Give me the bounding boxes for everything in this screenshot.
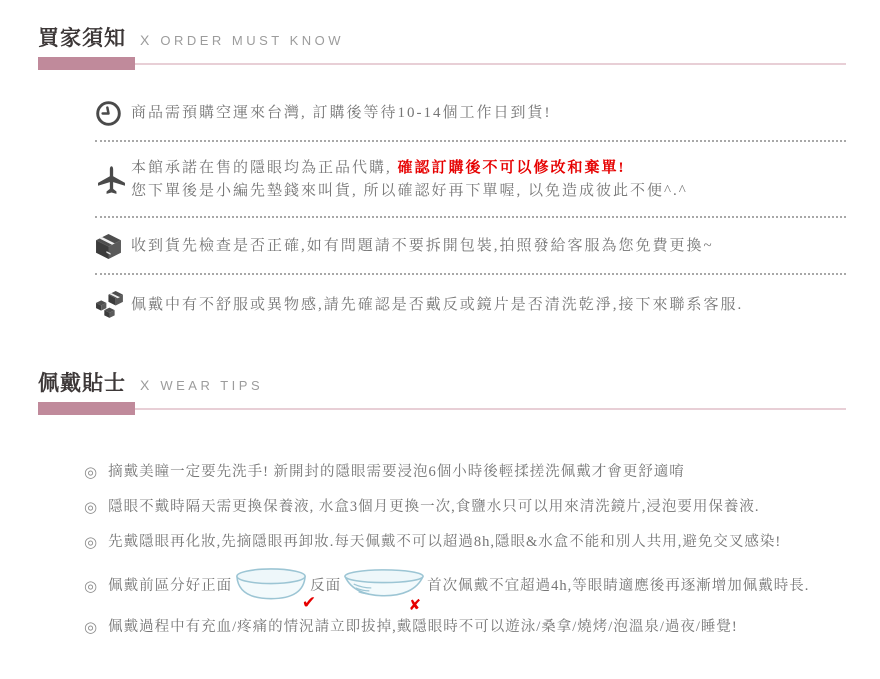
package-box-icon xyxy=(95,233,131,260)
correct-check-mark: ✔ xyxy=(301,593,318,613)
notice-authentic-line2: 您下單後是小編先墊錢來叫貨, 所以確認好再下單喔, 以免造成彼此不便^.^ xyxy=(131,183,688,199)
buyer-notice-header xyxy=(38,0,880,70)
notice-authentic-text xyxy=(131,157,688,203)
wear-tips-title-en: WEAR TIPS xyxy=(160,378,264,393)
title-x-separator: X xyxy=(140,32,153,48)
notice-inspect-text: 收到貨先檢查是否正確,如有問題請不要拆開包裝,拍照發給客服為您免費更換~ xyxy=(131,238,714,254)
dotted-divider xyxy=(95,140,846,142)
tip-orientation-post: 首次佩戴不宜超過4h,等眼睛適應後再逐漸增加佩戴時長. xyxy=(427,578,810,594)
accent-bar-line xyxy=(135,408,846,410)
circle-bullet-icon: ◎ xyxy=(84,577,99,595)
notice-authentic-row xyxy=(95,157,846,203)
tip-makeup-text: 先戴隱眼再化妝,先摘隱眼再卸妝.每天佩戴不可以超過8h,隱眼&水盒不能和別人共用,避免交叉感染! xyxy=(108,534,782,550)
notice-discomfort-text: 佩戴中有不舒服或異物感,請先確認是否戴反或鏡片是否清洗乾淨,接下來聯系客服. xyxy=(131,297,744,313)
dotted-divider xyxy=(95,273,846,275)
tip-orientation-pre: 佩戴前區分好正面 xyxy=(108,578,233,594)
notice-authentic-line1-black: 本館承諾在售的隱眼均為正品代購, xyxy=(131,160,398,176)
tip-wash-text: 摘戴美瞳一定要先洗手! 新開封的隱眼需要浸泡6個小時後輕揉搓洗佩戴才會更舒適唷 xyxy=(108,464,685,480)
tip-pain-row xyxy=(84,616,850,638)
accent-bar-line xyxy=(135,63,846,65)
lens-inverted-side-illustration xyxy=(342,567,426,614)
accent-bar xyxy=(38,57,846,70)
tip-solution-text: 隱眼不戴時隔天需更換保養液, 水盒3個月更換一次,食鹽水只可以用來清洗鏡片,浸泡要用保養液. xyxy=(108,499,760,515)
accent-bar xyxy=(38,402,846,415)
notice-shipping-row xyxy=(95,100,846,127)
wear-tips-header xyxy=(38,321,880,415)
notice-inspect-row xyxy=(95,233,846,260)
wear-tips-title: 佩戴貼士 xyxy=(38,372,126,395)
notice-shipping-text: 商品需預購空運來台灣, 訂購後等待10-14個工作日到貨! xyxy=(131,105,552,121)
airplane-icon xyxy=(95,164,131,197)
circle-bullet-icon: ◎ xyxy=(84,463,99,481)
notice-authentic-line1-red: 確認訂購後不可以修改和棄單! xyxy=(397,160,626,176)
tip-orientation-mid: 反面 xyxy=(310,578,342,594)
circle-bullet-icon: ◎ xyxy=(84,618,99,636)
wear-tips-list xyxy=(84,461,850,638)
tip-makeup-row xyxy=(84,531,850,553)
accent-bar-block xyxy=(38,402,135,415)
dotted-divider xyxy=(95,216,846,218)
tip-solution-row xyxy=(84,496,850,518)
notice-discomfort-row xyxy=(95,290,846,321)
accent-bar-block xyxy=(38,57,135,70)
clock-icon xyxy=(95,100,131,127)
small-boxes-icon xyxy=(95,290,131,321)
lens-correct-side-illustration xyxy=(233,566,318,613)
title-x-separator: X xyxy=(140,377,153,393)
buyer-notice-list xyxy=(0,100,880,321)
tip-orientation-row xyxy=(84,566,850,614)
buyer-notice-title-row xyxy=(38,22,880,52)
wear-tips-title-row xyxy=(38,367,880,397)
tip-pain-text: 佩戴過程中有充血/疼痛的情況請立即拔掉,戴隱眼時不可以遊泳/桑拿/燒烤/泡溫泉/過夜/睡覺! xyxy=(108,619,738,635)
buyer-notice-title-en: ORDER MUST KNOW xyxy=(160,33,345,48)
buyer-notice-title: 買家須知 xyxy=(38,27,126,50)
circle-bullet-icon: ◎ xyxy=(84,498,99,516)
wrong-x-mark: ✘ xyxy=(408,596,423,614)
tip-wash-row xyxy=(84,461,850,483)
circle-bullet-icon: ◎ xyxy=(84,533,99,551)
